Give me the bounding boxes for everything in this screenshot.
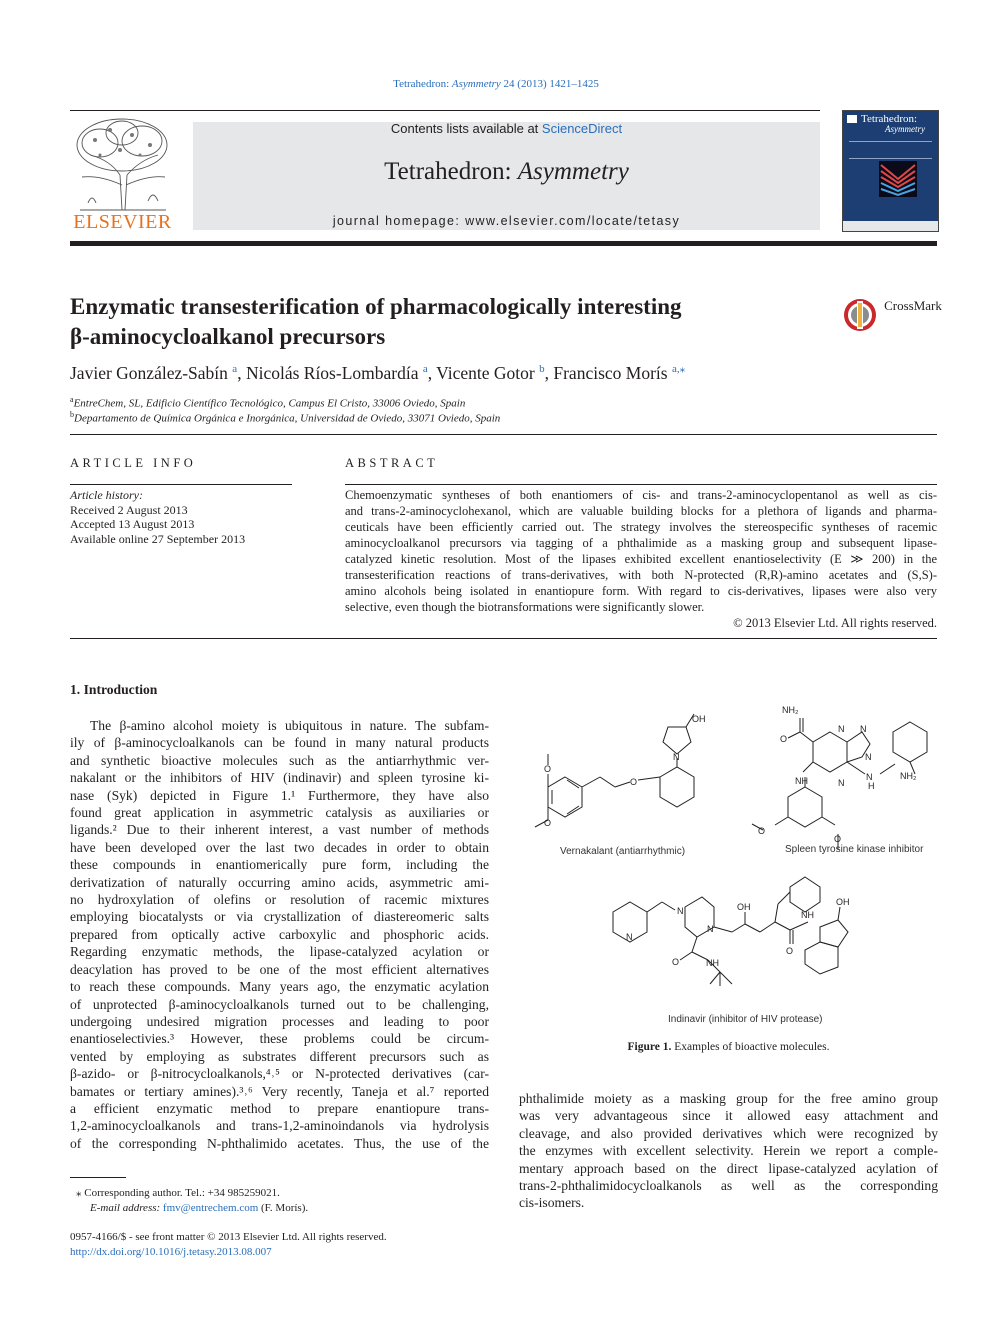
atom-label: O: [672, 957, 680, 967]
body-line: mentary approach based on the direct lipase-catalyzed acylation of: [519, 1160, 938, 1176]
elsevier-tree-icon: [70, 115, 175, 213]
section-heading-introduction: 1. Introduction: [70, 682, 158, 697]
introduction-left-column: [70, 717, 489, 1152]
doi-link[interactable]: http://dx.doi.org/10.1016/j.tetasy.2013.08.007: [70, 1245, 272, 1258]
abstract-line: and trans-2-aminocyclohexanol, which are valuable building blocks for a plethora of ligands and pharma-: [345, 504, 937, 518]
article-info-heading: ARTICLE INFO: [70, 456, 197, 470]
homepage-url[interactable]: www.elsevier.com/locate/tetasy: [465, 214, 681, 228]
cover-subtitle: Asymmetry: [885, 124, 925, 134]
body-line: nakalant or the inhibitors of HIV (indinavir) and spleen tyrosine ki-: [70, 770, 489, 786]
atom-label: O: [834, 834, 842, 844]
journal-homepage: [193, 214, 820, 228]
elsevier-wordmark: ELSEVIER: [73, 211, 172, 233]
body-line: ligands.² Due to their inherent interest, a vast number of methods: [70, 822, 489, 838]
atom-label: N: [677, 906, 684, 916]
atom-label: OH: [737, 902, 751, 912]
body-line: of unprotected β-aminocycloalkanols turned out to be challenging,: [70, 996, 489, 1012]
author-affil-ref[interactable]: a,⁎: [671, 363, 686, 375]
received-date: Received 2 August 2013: [70, 502, 188, 517]
elsevier-logo[interactable]: [70, 115, 175, 232]
atom-label: NH₂: [782, 705, 799, 715]
atom-label: N: [866, 772, 873, 782]
body-line: nase (Syk) depicted in Figure 1.¹ Furthermore, they have also: [70, 787, 489, 803]
atom-label: O: [780, 734, 788, 744]
affiliation-marker: a: [70, 395, 74, 404]
contents-prefix: Contents lists available at: [390, 121, 542, 136]
body-line: β-azido- or β-nitrocycloalkanols,⁴˒⁵ or N-protected derivatives (car-: [70, 1066, 489, 1082]
cover-footer: [843, 221, 938, 231]
header-thick-rule: [70, 241, 937, 246]
accepted-date: Accepted 13 August 2013: [70, 517, 195, 532]
cover-publisher-mark: [847, 115, 857, 123]
author[interactable]: [70, 363, 237, 383]
body-line: bamates or tertiary amines).³˒⁶ Very recently, Taneja et al.⁷ reported: [70, 1083, 489, 1099]
atom-label: N: [626, 932, 633, 942]
figure-1-structures: [520, 692, 938, 1032]
journal-citation[interactable]: [0, 78, 992, 90]
body-line: no hydroxylation of olefins or resolution of racemic mixtures: [70, 892, 489, 908]
body-line: 1,2-aminocycloalkanols and trans-1,2-aminoindanols via hydrolysis: [70, 1118, 489, 1134]
body-line: prepared from optically active carboxylic and phosphoric acids.: [70, 926, 489, 942]
author[interactable]: [553, 363, 685, 383]
cover-text-band: [849, 141, 932, 159]
corresponding-author: ⁎ Corresponding author. Tel.: +34 985259021.: [76, 1187, 280, 1199]
email-suffix: (F. Morís).: [258, 1201, 309, 1214]
citation-journal: Tetrahedron:: [393, 78, 452, 90]
abstract-line: amino alcohols being isolated in enantiopure form. With regard to cis-derivatives, lipases were also very: [345, 584, 937, 598]
body-line: enantioselectivies.³ However, these problems could be circum-: [70, 1031, 489, 1047]
atom-label: OH: [692, 714, 706, 724]
article-title-line-2: β-aminocycloalkanol precursors: [70, 324, 386, 349]
email-link[interactable]: fmv@entrechem.com: [162, 1201, 259, 1214]
affiliation: [70, 395, 465, 410]
body-line: trans-2-phthalimidocycloalkanols as well as the corresponding: [519, 1178, 938, 1194]
header-top-rule: [70, 110, 820, 111]
corresponding-author-footnote: [76, 1186, 308, 1215]
crossmark-badge[interactable]: [843, 298, 940, 332]
atom-label: N: [860, 724, 867, 734]
atom-label: OH: [836, 897, 850, 907]
body-line: employing biocatalysts or via crystallization of diastereomeric salts: [70, 909, 489, 925]
affiliation-text: Departamento de Química Orgánica e Inorgánica, Universidad de Oviedo, 33071 Oviedo, Spain: [74, 412, 501, 425]
footnote-rule: [70, 1177, 126, 1178]
atom-label: N: [865, 752, 872, 762]
abstract-line: selective, even though the biotransformations were significantly slower.: [345, 600, 705, 614]
atom-label: O: [544, 818, 552, 828]
body-line: the enzymes with excellent selectivity. Herein we report a comple-: [519, 1143, 938, 1159]
body-line: was very advantageous since it allowed easy attachment and: [519, 1108, 938, 1124]
abstract-line: aminocycloalkanol precursors via tagging of a phthalimide as a masking group and subsequent lipase-: [345, 536, 937, 550]
body-line: undergoing undesired migration processes and leading to poor: [70, 1013, 489, 1029]
article-title-line-1: Enzymatic transesterification of pharmacologically interesting: [70, 294, 682, 319]
atom-label: N: [838, 724, 845, 734]
journal-name-italic: Asymmetry: [517, 158, 629, 185]
body-line: a efficient enzymatic method to prepare enantiopure trans-: [70, 1100, 489, 1116]
figure-1[interactable]: [520, 692, 938, 1032]
body-line: cleavage, and also provided derivatives which were recognized by: [519, 1125, 938, 1141]
author-affil-ref[interactable]: a: [232, 363, 238, 375]
email-label: E-mail address:: [90, 1201, 163, 1214]
online-date: Available online 27 September 2013: [70, 531, 246, 546]
body-line: ily of β-aminocycloalkanols can be found in many natural products: [70, 735, 489, 751]
atom-label: O: [544, 764, 552, 774]
journal-name: Tetrahedron:: [384, 158, 518, 185]
body-line: derivatization of naturally occurring amino acids, asymmetric ami-: [70, 874, 489, 890]
body-line: to reach these compounds. Many years ago, the enzymatic acylation: [70, 979, 489, 995]
atom-label: O: [786, 946, 794, 956]
figure-caption-label: Figure 1.: [627, 1041, 672, 1053]
body-line: deacylation has proved to be one of the most efficient alternatives: [70, 961, 489, 977]
atom-label: N: [673, 752, 680, 762]
contents-line: [193, 121, 820, 136]
atom-label: N: [838, 778, 845, 788]
author-affil-ref[interactable]: b: [539, 363, 545, 375]
author-name: Francisco Morís: [553, 362, 668, 383]
abstract-heading: ABSTRACT: [345, 456, 439, 470]
citation-journal-italic: Asymmetry: [451, 78, 501, 90]
history-label: Article history:: [70, 488, 143, 502]
atom-label: H: [868, 781, 875, 791]
article-info-rule: [70, 484, 292, 485]
body-line: these compounds in enantiomerically pure form, including the: [70, 857, 489, 873]
introduction-right-column: [519, 1090, 938, 1212]
body-line: of the corresponding N-phthalimido acetates. Thus, the use of the: [70, 1135, 489, 1151]
article-history: [70, 488, 245, 546]
sciencedirect-link[interactable]: ScienceDirect: [541, 121, 623, 136]
crossmark-label: CrossMark: [884, 297, 942, 313]
atom-label: NH: [795, 776, 808, 786]
atom-label: NH: [801, 910, 814, 920]
citation-volume-pages: 24 (2013) 1421–1425: [500, 78, 599, 90]
journal-cover[interactable]: [842, 110, 939, 232]
abstract-copyright: © 2013 Elsevier Ltd. All rights reserved.: [733, 616, 937, 630]
structure-label-syk-inhibitor: Spleen tyrosine kinase inhibitor: [785, 844, 924, 855]
affiliation-text: EntreChem, SL, Edificio Científico Tecnológico, Campus El Cristo, 33006 Oviedo, Spain: [73, 397, 466, 410]
body-line: phthalimide moiety as a masking group for the free amino group: [519, 1091, 938, 1106]
affiliation-rule: [70, 434, 937, 435]
body-line: The β-amino alcohol moiety is ubiquitous in nature. The subfam-: [90, 718, 489, 733]
abstract-bottom-rule: [70, 638, 937, 639]
affiliation-marker: b: [70, 410, 74, 419]
body-line: Regarding enzymatic methods, the lipase-catalyzed acylation or: [70, 944, 489, 960]
abstract-body: [345, 487, 937, 631]
abstract-line: ceuticals have been efficiently carried out. The strategy involves the stereospecific syntheses of racemic: [345, 520, 937, 534]
author-name: Nicolás Ríos-Lombardía: [245, 362, 419, 383]
structure-label-indinavir: Indinavir (inhibitor of HIV protease): [668, 1014, 823, 1025]
publication-info: [70, 1230, 387, 1259]
cover-title: Tetrahedron:: [861, 113, 918, 125]
figure-1-caption: [519, 1041, 938, 1053]
atom-label: NH₂: [900, 771, 917, 781]
crossmark-icon: [843, 298, 877, 332]
body-line: cis-isomers.: [519, 1195, 585, 1211]
author-list: Javier González-Sabín $^a$, Nicolás Ríos-Lombardía $^a$, Vicente Gotor $^b$, Francisco Morís $^{a,⁎}$: [70, 362, 686, 383]
body-line: have been developed over the last two decades in order to obtain: [70, 839, 489, 855]
atom-label: N: [707, 924, 714, 934]
author[interactable]: [246, 363, 428, 383]
abstract-line: transesterification reactions of trans-derivatives, with both N-protected (R,R)-amino acetates and (S,S)-: [345, 568, 937, 582]
atom-label: O: [630, 777, 638, 787]
author[interactable]: [436, 363, 544, 383]
author-name: Javier González-Sabín: [70, 362, 228, 383]
article-title: [70, 292, 810, 352]
body-line: found great application in asymmetric catalysis as auxiliaries or: [70, 805, 489, 821]
body-line: vented by employing as substrates different precursors such as: [70, 1048, 489, 1064]
abstract-line: catalyzed kinetic resolution. Most of the lipases exhibited excellent enantioselectivity (E ≫ 200) in the: [345, 552, 937, 566]
body-line: and synthetic bioactive molecules such as the antiarrhythmic ver-: [70, 752, 489, 768]
structure-label-vernakalant: Vernakalant (antiarrhythmic): [560, 846, 686, 857]
issn-line: 0957-4166/$ - see front matter © 2013 Elsevier Ltd. All rights reserved.: [70, 1231, 387, 1243]
atom-label: O: [758, 826, 766, 836]
figure-caption-text: Examples of bioactive molecules.: [674, 1041, 830, 1053]
cover-artwork-icon: [879, 161, 917, 197]
journal-title: [193, 158, 820, 186]
affiliation: [70, 410, 500, 425]
abstract-rule: [345, 484, 937, 485]
homepage-label: journal homepage:: [332, 214, 466, 228]
abstract-line: Chemoenzymatic syntheses of both enantiomers of cis- and trans-2-aminocyclopentanol as well as cis-: [345, 488, 937, 502]
author-affil-ref[interactable]: a: [422, 363, 428, 375]
author-name: Vicente Gotor: [436, 362, 535, 383]
atom-label: NH: [706, 958, 719, 968]
